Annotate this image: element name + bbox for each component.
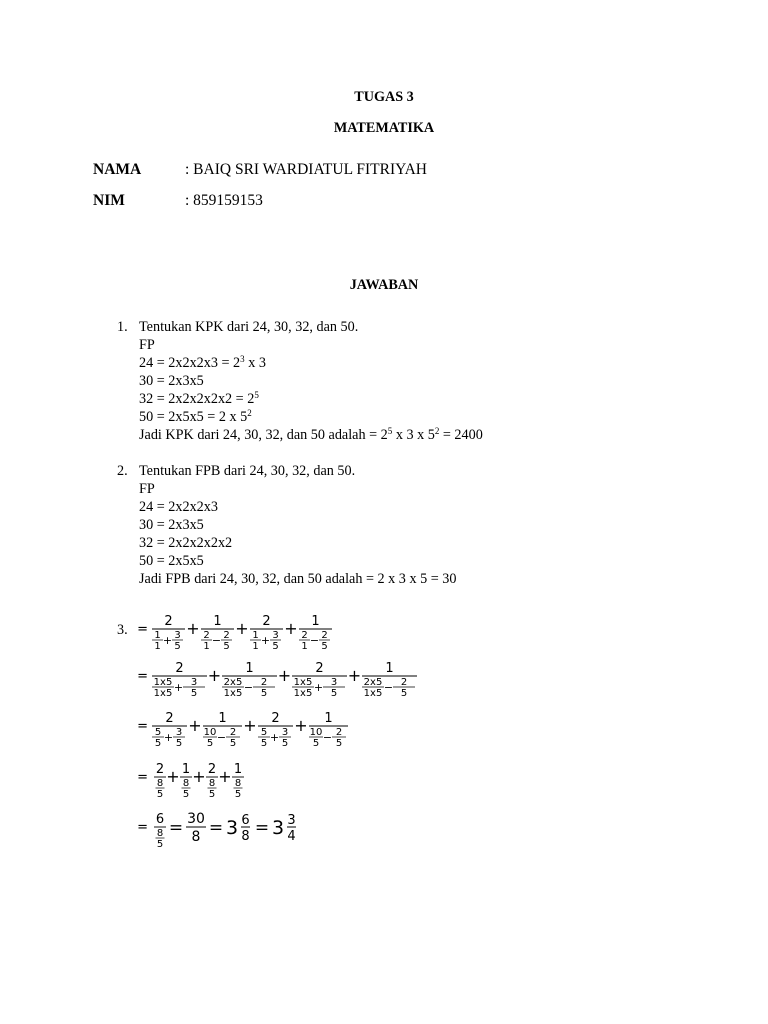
plus-sign: + (294, 716, 308, 735)
title-tugas: TUGAS 3 (354, 89, 414, 105)
small-numerator: 1 (154, 630, 161, 641)
q2-line-24: 24 = 2x2x2x3 (139, 499, 218, 515)
complex-numerator: 1 (213, 614, 222, 629)
small-numerator: 2 (203, 630, 210, 641)
equals-sign: = (137, 820, 148, 835)
small-denominator: 5 (208, 789, 216, 800)
small-denominator: 5 (335, 738, 343, 749)
small-denominator: 5 (156, 789, 164, 800)
complex-numerator: 1 (385, 661, 394, 676)
mixed-numerator: 3 (287, 813, 296, 828)
small-numerator: 1x5 (153, 677, 173, 688)
plus-sign: + (166, 767, 180, 786)
nama-value: : BAIQ SRI WARDIATUL FITRIYAH (185, 161, 427, 178)
equals-sign: = (137, 622, 148, 637)
operator-sign: − (216, 731, 227, 744)
title-subject: MATEMATIKA (333, 120, 435, 136)
mixed-numerator: 6 (241, 813, 250, 828)
complex-numerator: 2 (207, 762, 217, 777)
plus-sign: + (243, 716, 257, 735)
q2-line-30: 30 = 2x3x5 (139, 517, 204, 533)
complex-numerator: 2 (262, 614, 271, 629)
complex-numerator: 2 (165, 711, 174, 726)
small-numerator: 8 (156, 778, 164, 789)
operator-sign: + (260, 634, 271, 647)
complex-numerator: 2 (315, 661, 324, 676)
fraction-numerator: 30 (187, 811, 205, 827)
mixed-whole: 3 (271, 817, 285, 839)
small-numerator: 2x5 (363, 677, 383, 688)
q1-line-50: 50 = 2x5x5 = 2 x $5^2$ (139, 408, 252, 425)
small-denominator: 5 (174, 641, 181, 652)
complex-numerator: 1 (245, 661, 254, 676)
q2-line-50: 50 = 2x5x5 (139, 553, 204, 569)
small-numerator: 3 (175, 727, 183, 738)
mixed-denominator: 8 (241, 829, 250, 844)
complex-numerator: 2 (271, 711, 280, 726)
small-denominator: 1 (203, 641, 210, 652)
small-numerator: 5 (260, 727, 268, 738)
small-numerator: 10 (309, 727, 323, 738)
small-denominator: 5 (400, 688, 408, 699)
operator-sign: + (173, 681, 184, 694)
complex-numerator: 6 (155, 812, 165, 827)
equals-sign: = (137, 770, 148, 785)
small-denominator: 5 (260, 688, 268, 699)
small-numerator: 10 (203, 727, 217, 738)
complex-numerator: 1 (311, 614, 320, 629)
small-denominator: 5 (229, 738, 237, 749)
equals-sign: = (254, 818, 270, 838)
small-numerator: 2 (223, 630, 230, 641)
small-numerator: 5 (154, 727, 162, 738)
operator-sign: − (322, 731, 333, 744)
equals-sign: = (168, 818, 184, 838)
small-denominator: 5 (260, 738, 268, 749)
operator-sign: + (313, 681, 324, 694)
small-denominator: 1x5 (223, 688, 243, 699)
fraction-denominator: 8 (191, 829, 201, 845)
small-denominator: 5 (182, 789, 190, 800)
plus-sign: + (188, 716, 202, 735)
q1-question: Tentukan KPK dari 24, 30, 32, dan 50. (139, 319, 359, 335)
operator-sign: − (309, 634, 320, 647)
q1-line-24: $24 = 2x2x2x3 = 2^3$ x 3 (139, 354, 266, 371)
plus-sign: + (277, 666, 292, 685)
small-numerator: 8 (208, 778, 216, 789)
small-numerator: 1 (252, 630, 259, 641)
q1-fp: FP (139, 337, 155, 353)
plus-sign: + (192, 767, 206, 786)
small-denominator: 1 (154, 641, 161, 652)
complex-numerator: 1 (181, 762, 191, 777)
small-numerator: 2 (400, 677, 408, 688)
small-numerator: 2 (260, 677, 268, 688)
complex-numerator: 1 (324, 711, 333, 726)
q1-line-30: 30 = 2x3x5 (139, 373, 204, 389)
small-denominator: 1x5 (153, 688, 173, 699)
plus-sign: + (347, 666, 362, 685)
small-numerator: 2 (229, 727, 237, 738)
small-numerator: 3 (330, 677, 338, 688)
q1-number: 1. (117, 319, 128, 335)
small-denominator: 5 (321, 641, 328, 652)
complex-numerator: 1 (233, 762, 243, 777)
plus-sign: + (284, 619, 298, 638)
plus-sign: + (235, 619, 249, 638)
small-denominator: 5 (281, 738, 289, 749)
complex-numerator: 2 (175, 661, 184, 676)
small-numerator: 1x5 (293, 677, 313, 688)
complex-numerator: 2 (164, 614, 173, 629)
small-denominator: 5 (154, 738, 162, 749)
q2-line-32: 32 = 2x2x2x2x2 (139, 535, 233, 551)
mixed-denominator: 4 (287, 829, 296, 844)
nim-label: NIM (93, 192, 125, 209)
small-denominator: 5 (330, 688, 338, 699)
small-denominator: 5 (223, 641, 230, 652)
small-denominator: 5 (156, 839, 164, 850)
small-numerator: 2 (335, 727, 343, 738)
small-denominator: 5 (272, 641, 279, 652)
small-denominator: 5 (190, 688, 198, 699)
q2-fp: FP (139, 481, 155, 497)
small-denominator: 5 (234, 789, 242, 800)
small-numerator: 3 (272, 630, 279, 641)
small-numerator: 2 (321, 630, 328, 641)
q1-answer: Jadi KPK dari 24, 30, 32, dan 50 adalah = $2^5$ x 3 x $5^2 = 2400$ (139, 426, 483, 443)
section-heading: JAWABAN (349, 277, 419, 293)
small-denominator: 5 (175, 738, 183, 749)
small-numerator: 8 (182, 778, 190, 789)
operator-sign: − (211, 634, 222, 647)
small-numerator: 2x5 (223, 677, 243, 688)
small-denominator: 1 (301, 641, 308, 652)
q3-number: 3. (117, 622, 128, 638)
plus-sign: + (186, 619, 200, 638)
complex-numerator: 2 (155, 762, 165, 777)
small-denominator: 1x5 (293, 688, 313, 699)
q2-answer: Jadi FPB dari 24, 30, 32, dan 50 adalah = 2 x 3 x 5 = 30 (139, 571, 457, 587)
mixed-whole: 3 (225, 817, 239, 839)
nama-label: NAMA (93, 161, 142, 178)
operator-sign: − (383, 681, 394, 694)
equals-sign: = (137, 719, 148, 734)
small-numerator: 8 (156, 828, 164, 839)
small-denominator: 1x5 (363, 688, 383, 699)
operator-sign: − (243, 681, 254, 694)
equals-sign: = (208, 818, 224, 838)
complex-numerator: 1 (218, 711, 227, 726)
q2-question: Tentukan FPB dari 24, 30, 32, dan 50. (139, 463, 356, 479)
operator-sign: + (269, 731, 280, 744)
nim-value: : 859159153 (185, 192, 263, 209)
small-numerator: 2 (301, 630, 308, 641)
plus-sign: + (218, 767, 232, 786)
operator-sign: + (162, 634, 173, 647)
small-numerator: 3 (281, 727, 289, 738)
small-numerator: 3 (174, 630, 181, 641)
equals-sign: = (137, 669, 148, 684)
small-denominator: 5 (206, 738, 214, 749)
q2-number: 2. (117, 463, 128, 479)
small-numerator: 8 (234, 778, 242, 789)
small-denominator: 5 (312, 738, 320, 749)
small-denominator: 1 (252, 641, 259, 652)
plus-sign: + (207, 666, 222, 685)
small-numerator: 3 (190, 677, 198, 688)
operator-sign: + (163, 731, 174, 744)
q1-line-32: $32 = 2x2x2x2x2 = 2^5$ (139, 390, 259, 407)
